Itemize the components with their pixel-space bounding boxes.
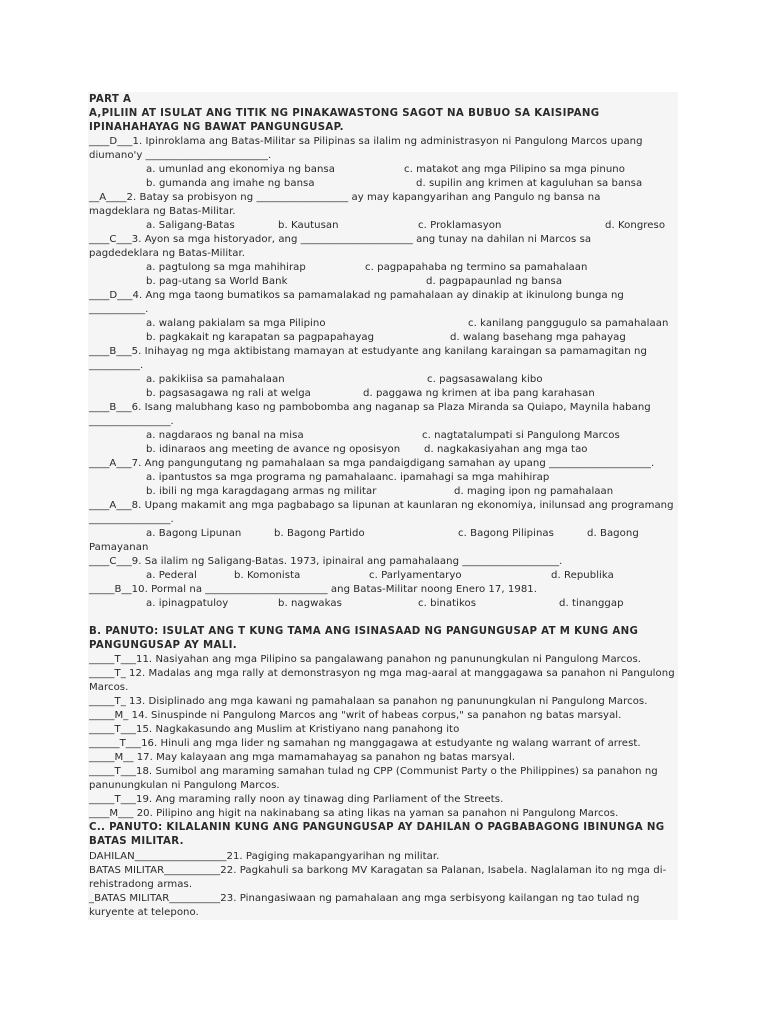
part-a-title: PART A bbox=[89, 94, 132, 105]
item-20: ____M___ 20. Pilipino ang higit na nakinabang sa ating likas na yaman sa panahon ni Pangulong Marcos. bbox=[89, 808, 619, 819]
item-13: _____T_ 13. Disiplinado ang mga kawani ng pamahalaan sa panahon ng panunungkulan ni Pangulong Marcos. bbox=[89, 696, 648, 707]
q4-choice-b: b. pagkakait ng karapatan sa pagpapahayag bbox=[146, 332, 375, 343]
q10-choice-a: a. ipinagpatuloy bbox=[146, 598, 229, 609]
item-15: _____T___15. Nagkakasundo ang Muslim at Kristiyano nang panahong ito bbox=[89, 724, 460, 735]
q8-choice-d: d. Bagong bbox=[587, 528, 639, 539]
q2-choice-d: d. Kongreso bbox=[605, 220, 666, 231]
q9-choice-d: d. Republika bbox=[551, 570, 614, 581]
question-3-cont: pagdedeklara ng Batas-Militar. bbox=[89, 248, 245, 259]
part-c-instruction-cont: BATAS MILITAR. bbox=[89, 836, 184, 847]
item-22-cont: rehistradong armas. bbox=[89, 879, 193, 890]
q6-choice-d: d. nagkakasiyahan ang mga tao bbox=[424, 444, 588, 455]
q9-choice-a: a. Pederal bbox=[146, 570, 197, 581]
question-9: ____C___9. Sa ilalim ng Saligang-Batas. 1973, ipinairal ang pamahalaang ___________________. bbox=[89, 556, 563, 567]
q6-choice-c: c. nagtatalumpati si Pangulong Marcos bbox=[422, 430, 620, 441]
item-21: DAHILAN__________________21. Pagiging makapangyarihan ng militar. bbox=[89, 851, 440, 862]
q7-choice-c: c. ipamahagi sa mga mahihirap bbox=[388, 472, 550, 483]
question-10: _____B__10. Pormal na ________________________ ang Batas-Militar noong Enero 17, 1981. bbox=[89, 584, 538, 595]
q3-choice-c: c. pagpapahaba ng termino sa pamahalaan bbox=[365, 262, 588, 273]
q3-choice-b: b. pag-utang sa World Bank bbox=[146, 276, 288, 287]
q3-choice-a: a. pagtulong sa mga mahihirap bbox=[146, 262, 306, 273]
q4-choice-a: a. walang pakialam sa mga Pilipino bbox=[146, 318, 326, 329]
q9-choice-c: c. Parlyamentaryo bbox=[369, 570, 462, 581]
q4-choice-c: c. kanilang panggugulo sa pamahalaan bbox=[468, 318, 669, 329]
item-17: _____M__ 17. May kalayaan ang mga mamamahayag sa panahon ng batas marsyal. bbox=[89, 752, 516, 763]
q2-choice-b: b. Kautusan bbox=[278, 220, 339, 231]
question-4-cont: ___________. bbox=[89, 304, 149, 315]
q8-choice-d-cont: Pamayanan bbox=[89, 542, 149, 553]
question-5: ____B___5. Inihayag ng mga aktibistang mamayan at estudyante ang kanilang karaingan sa pamamagitan ng bbox=[89, 346, 647, 357]
q8-choice-c: c. Bagong Pilipinas bbox=[458, 528, 554, 539]
q6-choice-a: a. nagdaraos ng banal na misa bbox=[146, 430, 304, 441]
question-1: ____D___1. Ipinroklama ang Batas-Militar sa Pilipinas sa ilalim ng administrasyon ni Pangulong Marcos upang bbox=[89, 136, 643, 147]
question-4: ____D___4. Ang mga taong bumatikos sa pamamalakad ng pamahalaan ay dinakip at ikinulong bunga ng bbox=[89, 290, 624, 301]
q10-choice-d: d. tinanggap bbox=[559, 598, 624, 609]
q7-choice-d: d. maging ipon ng pamahalaan bbox=[454, 486, 614, 497]
question-2-cont: magdeklara ng Batas-Militar. bbox=[89, 206, 236, 217]
q9-choice-b: b. Komonista bbox=[234, 570, 301, 581]
item-11: _____T___11. Nasiyahan ang mga Pilipino sa pangalawang panahon ng panunungkulan ni Pangulong Marcos. bbox=[89, 654, 642, 665]
part-a-instruction: A,PILIIN AT ISULAT ANG TITIK NG PINAKAWASTONG SAGOT NA BUBUO SA KAISIPANG bbox=[89, 108, 600, 119]
q2-choice-c: c. Proklamasyon bbox=[418, 220, 502, 231]
q7-choice-b: b. ibili ng mga karagdagang armas ng militar bbox=[146, 486, 377, 497]
q10-choice-b: b. nagwakas bbox=[278, 598, 342, 609]
part-b-instruction-cont: PANGUNGUSAP AY MALI. bbox=[89, 640, 237, 651]
item-12: _____T_ 12. Madalas ang mga rally at demonstrasyon ng mga mag-aaral at manggagawa sa panahon ni Pangulong bbox=[89, 668, 675, 679]
q1-choice-a: a. umunlad ang ekonomiya ng bansa bbox=[146, 164, 335, 175]
q2-choice-a: a. Saligang-Batas bbox=[146, 220, 235, 231]
question-6: ____B___6. Isang malubhang kaso ng pambobomba ang naganap sa Plaza Miranda sa Quiapo, Maynila habang bbox=[89, 402, 651, 413]
item-23: _BATAS MILITAR__________23. Pinangasiwaan ng pamahalaan ang mga serbisyong kailangan ng tao tulad ng bbox=[89, 893, 640, 904]
q3-choice-d: d. pagpapaunlad ng bansa bbox=[426, 276, 563, 287]
question-7: ____A___7. Ang pangungutang ng pamahalaan sa mga pandaigdigang samahan ay upang ____________________. bbox=[89, 458, 655, 469]
q5-choice-b: b. pagsasagawa ng rali at welga bbox=[146, 388, 311, 399]
q4-choice-d: d. walang basehang mga pahayag bbox=[450, 332, 626, 343]
item-16: ______T___16. Hinuli ang mga lider ng samahan ng manggagawa at estudyante ng walang warrant of arrest. bbox=[89, 738, 641, 749]
q6-choice-b: b. idinaraos ang meeting de avance ng oposisyon bbox=[146, 444, 401, 455]
part-a-instruction-cont: IPINAHAHAYAG NG BAWAT PANGUNGUSAP. bbox=[89, 122, 344, 133]
item-19: _____T___19. Ang maraming rally noon ay tinawag ding Parliament of the Streets. bbox=[89, 794, 504, 805]
q5-choice-d: d. paggawa ng krimen at iba pang karahasan bbox=[363, 388, 595, 399]
question-2: __A____2. Batay sa probisyon ng __________________ ay may kapangyarihan ang Pangulo ng bansa na bbox=[89, 192, 601, 203]
q8-choice-b: b. Bagong Partido bbox=[274, 528, 365, 539]
q7-choice-a: a. ipantustos sa mga programa ng pamahalaan bbox=[146, 472, 389, 483]
item-22: BATAS MILITAR___________22. Pagkahuli sa barkong MV Karagatan sa Palanan, Isabela. Naglalaman ito ng mga di- bbox=[89, 865, 667, 876]
question-3: ____C___3. Ayon sa mga historyador, ang ______________________ ang tunay na dahilan ni Marcos sa bbox=[89, 234, 592, 245]
item-18-cont: panunungkulan ni Pangulong Marcos. bbox=[89, 780, 280, 791]
item-12-cont: Marcos. bbox=[89, 682, 129, 693]
part-c-instruction: C.. PANUTO: KILALANIN KUNG ANG PANGUNGUSAP AY DAHILAN O PAGBABAGONG IBINUNGA NG bbox=[89, 822, 665, 833]
question-8: ____A___8. Upang makamit ang mga pagbabago sa lipunan at kaunlaran ng ekonomiya, inilunsad ang programang bbox=[89, 500, 674, 511]
q1-choice-b: b. gumanda ang imahe ng bansa bbox=[146, 178, 315, 189]
part-b-instruction: B. PANUTO: ISULAT ANG T KUNG TAMA ANG ISINASAAD NG PANGUNGUSAP AT M KUNG ANG bbox=[89, 626, 639, 637]
item-14: _____M_ 14. Sinuspinde ni Pangulong Marcos ang "writ of habeas corpus," sa panahon ng batas marsyal. bbox=[89, 710, 622, 721]
q10-choice-c: c. binatikos bbox=[418, 598, 477, 609]
item-18: _____T___18. Sumibol ang maraming samahan tulad ng CPP (Communist Party o the Philippines) sa panahon ng bbox=[89, 766, 658, 777]
item-23-cont: kuryente at telepono. bbox=[89, 907, 199, 918]
q1-choice-c: c. matakot ang mga Pilipino sa mga pinuno bbox=[404, 164, 625, 175]
question-5-cont: __________. bbox=[89, 360, 144, 371]
q8-choice-a: a. Bagong Lipunan bbox=[146, 528, 242, 539]
q1-choice-d: d. supilin ang krimen at kaguluhan sa bansa bbox=[416, 178, 643, 189]
q5-choice-a: a. pakikiisa sa pamahalaan bbox=[146, 374, 285, 385]
question-8-cont: ________________. bbox=[89, 514, 174, 525]
question-6-cont: ________________. bbox=[89, 416, 174, 427]
q5-choice-c: c. pagsasawalang kibo bbox=[427, 374, 543, 385]
question-1-cont: diumano'y ________________________. bbox=[89, 150, 272, 161]
